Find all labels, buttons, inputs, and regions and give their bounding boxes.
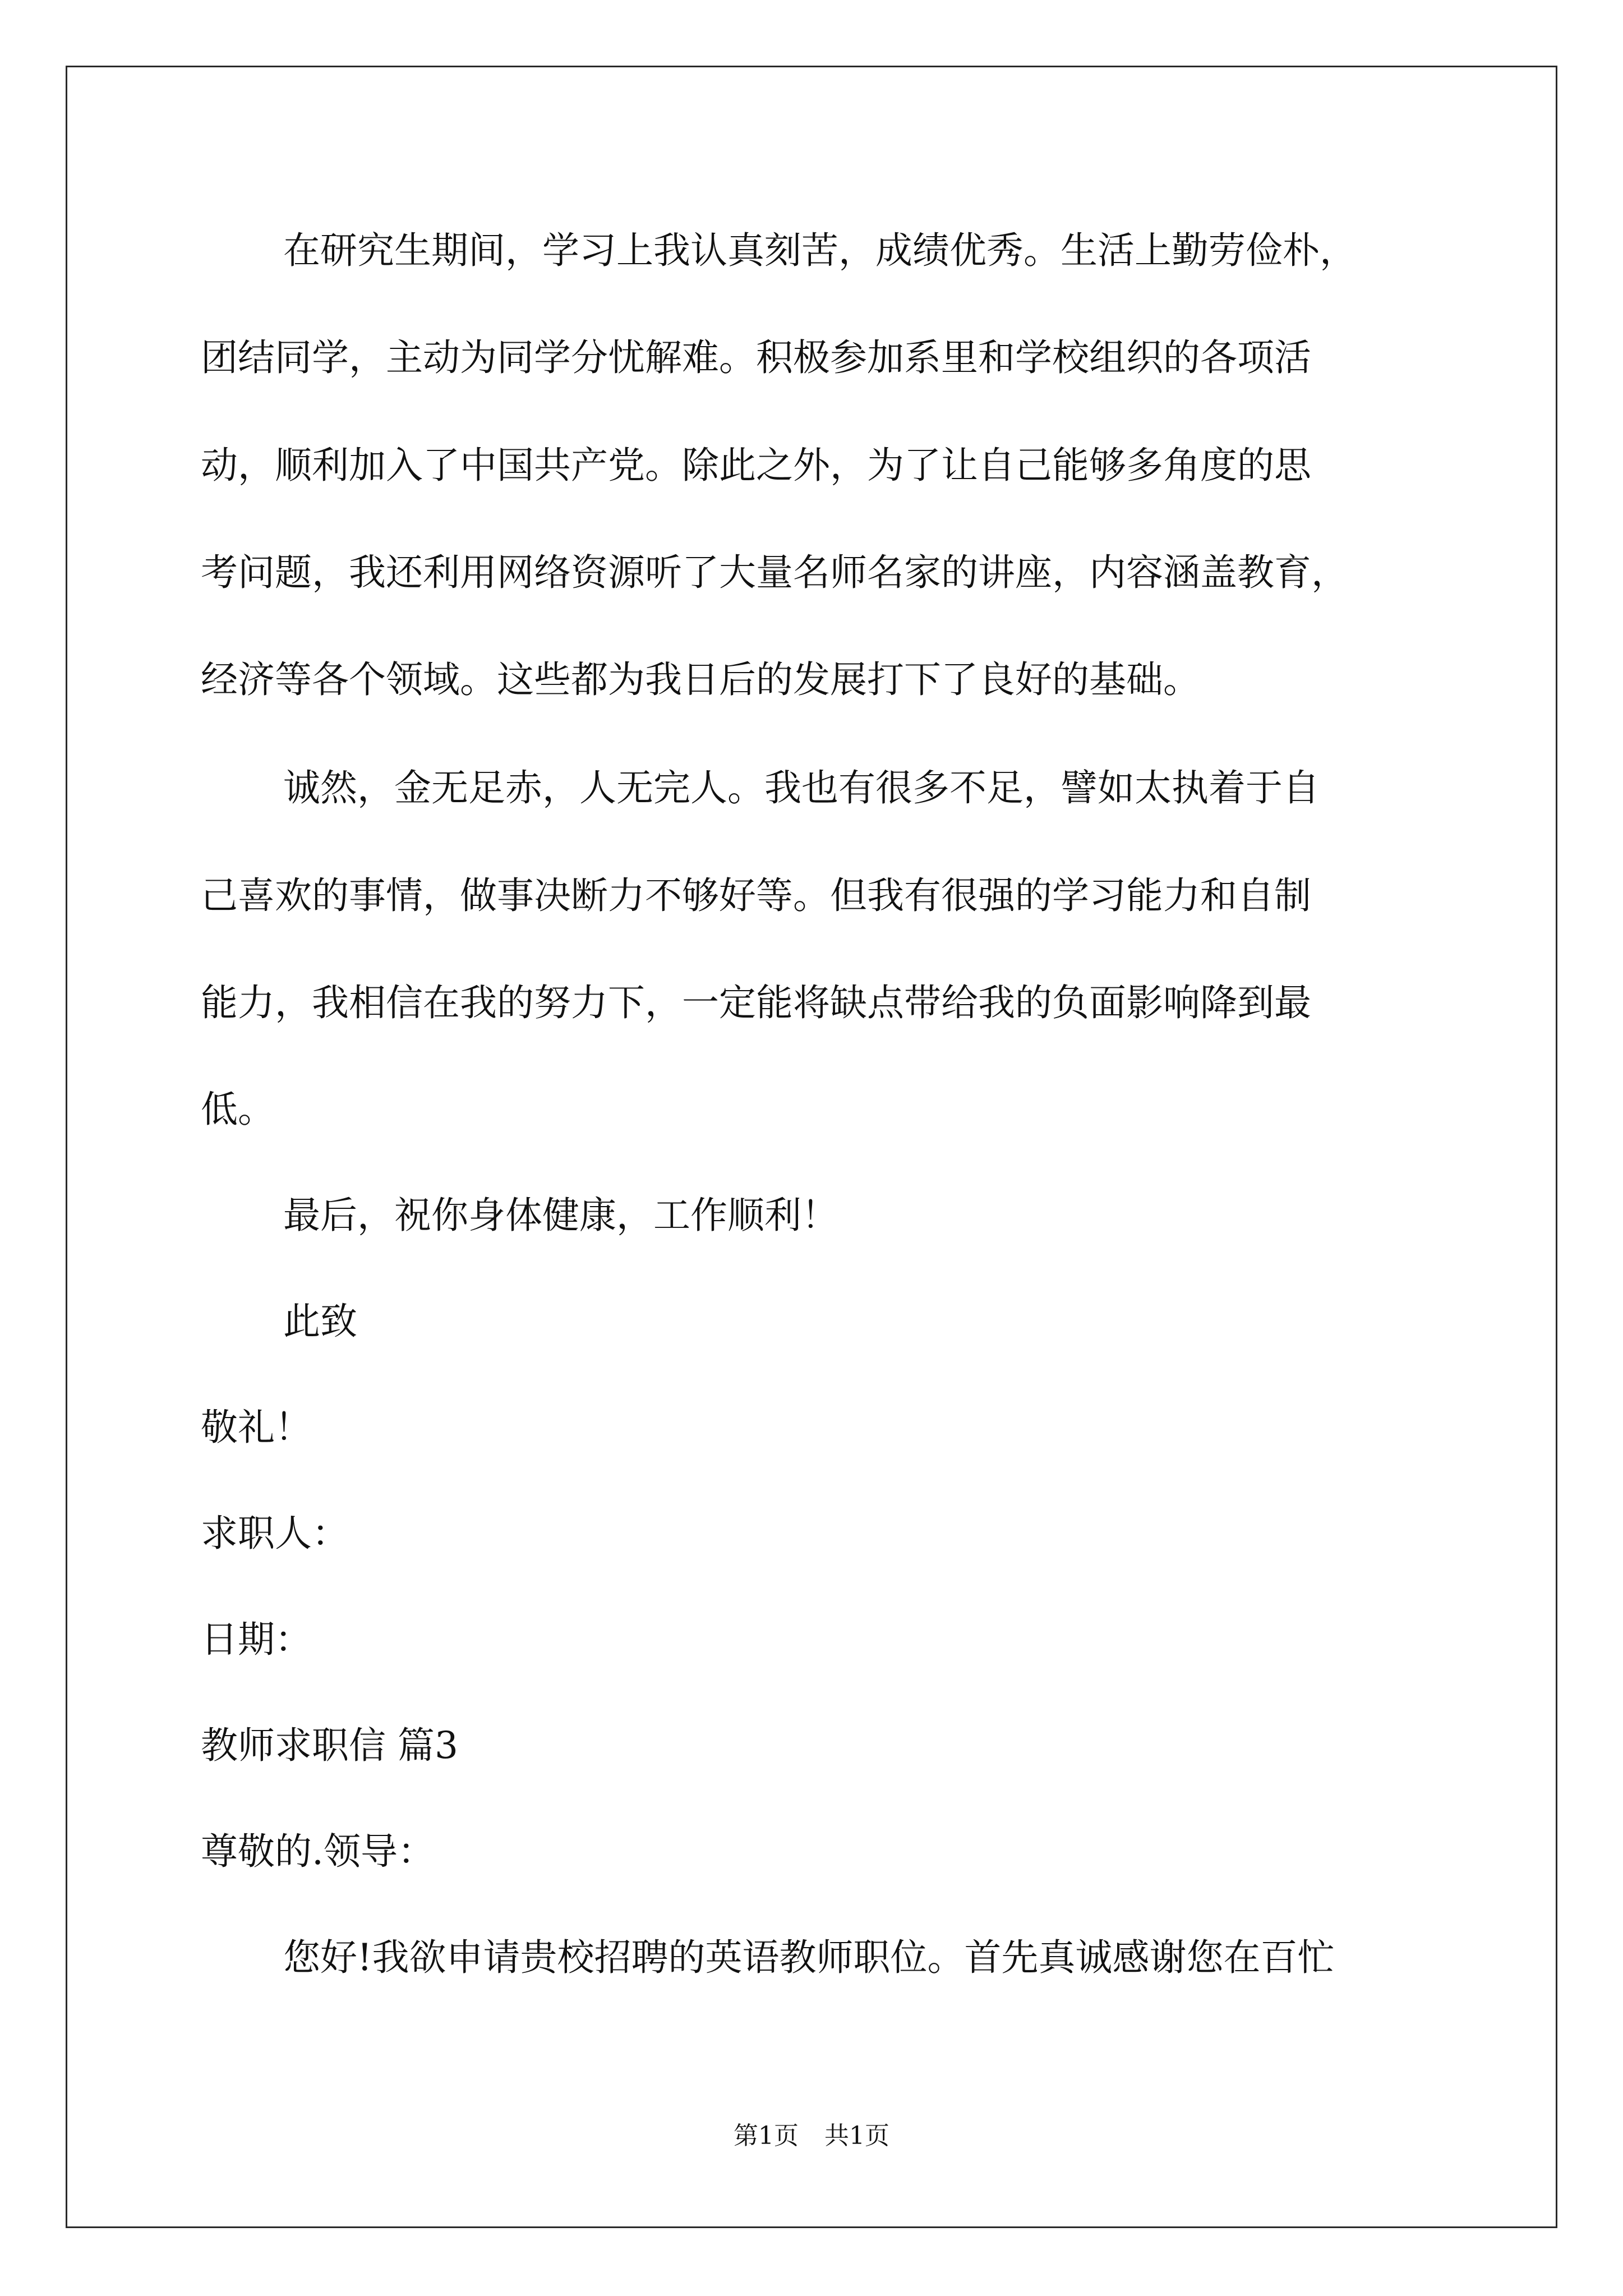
date-label: 日期：: [201, 1618, 312, 1661]
paragraph-line: 诚然，金无足赤，人无完人。我也有很多不足，譬如太执着于自: [283, 766, 1320, 809]
paragraph-line: 低。: [201, 1088, 275, 1131]
page-number: 第1页: [734, 2122, 799, 2150]
salutation-jing-li: 敬礼！: [201, 1406, 312, 1449]
salutation-ci-zhi: 此致: [283, 1300, 357, 1343]
closing-wish: 最后，祝你身体健康，工作顺利！: [283, 1194, 838, 1237]
paragraph-line: 在研究生期间，学习上我认真刻苦，成绩优秀。生活上勤劳俭朴，: [283, 229, 1357, 272]
page-total: 共1页: [824, 2122, 889, 2150]
paragraph-line: 经济等各个领域。这些都为我日后的发展打下了良好的基础。: [201, 658, 1200, 701]
page-frame: [66, 66, 1557, 2228]
greeting: 尊敬的.领导：: [201, 1830, 435, 1873]
section-title: 教师求职信 篇3: [201, 1724, 458, 1767]
paragraph-line: 您好!我欲申请贵校招聘的英语教师职位。首先真诚感谢您在百忙: [283, 1936, 1335, 1979]
paragraph-line: 团结同学，主动为同学分忧解难。积极参加系里和学校组织的各项活: [201, 336, 1311, 379]
paragraph-line: 能力，我相信在我的努力下，一定能将缺点带给我的负面影响降到最: [201, 981, 1311, 1024]
paragraph-line: 动，顺利加入了中国共产党。除此之外，为了让自己能够多角度的思: [201, 444, 1311, 487]
paragraph-line: 考问题，我还利用网络资源听了大量名师名家的讲座，内容涵盖教育，: [201, 551, 1348, 594]
paragraph-line: 己喜欢的事情，做事决断力不够好等。但我有很强的学习能力和自制: [201, 874, 1311, 917]
applicant-label: 求职人：: [201, 1512, 349, 1555]
page-footer: [0, 2120, 1623, 2152]
